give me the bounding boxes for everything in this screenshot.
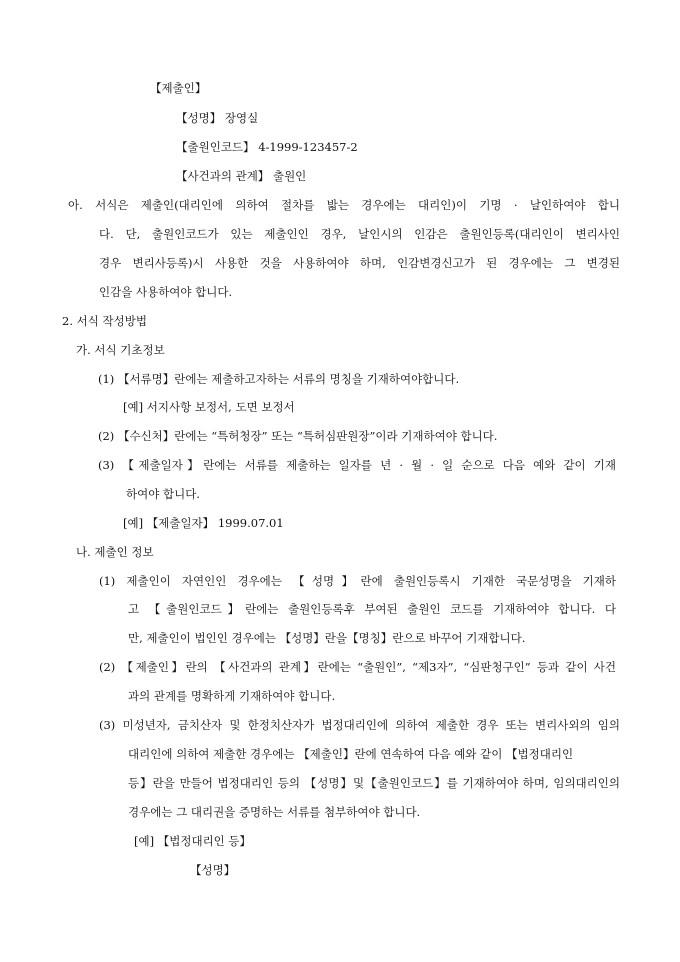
text-line: 【성명】 bbox=[190, 863, 236, 877]
example-line: [예] 서지사항 보정서, 도면 보정서 bbox=[123, 400, 295, 414]
text-line: 등】란을 만들어 법정대리인 등의 【성명】및【출원인코드】를 기재하여야 하며, 임의대리인의 bbox=[128, 776, 620, 790]
text-line: (1) 【서류명】란에는 제출하고자하는 서류의 명칭을 기재하여야합니다. bbox=[98, 372, 460, 386]
subsection-heading: 가. 서식 기초정보 bbox=[76, 343, 165, 357]
section-heading: 2. 서식 작성방법 bbox=[62, 314, 147, 328]
text-line: 만, 제출인이 법인인 경우에는 【성명】란을【명칭】란으로 바꾸어 기재합니다. bbox=[128, 631, 526, 645]
text-line: 고 【출원인코드】란에는 출원인등록후 부여된 출원인 코드를 기재하여야 합니다. 다 bbox=[128, 602, 616, 616]
text-line: (2) 【수신처】란에는 “특허청장” 또는 “특허심판원장”이라 기재하여야 합니다. bbox=[98, 429, 498, 443]
text-line: 대리인에 의하여 제출한 경우에는 【제출인】란에 연속하여 다음 예와 같이 【법정대리인 bbox=[128, 747, 574, 761]
text-line: (3) 미성년자, 금치산자 및 한정치산자가 법정대리인에 의하여 제출한 경우 또는 변리사외의 임의 bbox=[99, 718, 620, 732]
text-line: 【제출인】 bbox=[150, 81, 207, 95]
example-line: [예] 【법정대리인 등】 bbox=[134, 834, 252, 848]
text-line: (1) 제출인이 자연인인 경우에는 【성명】란에 출원인등록시 기재한 국문성명을 기재하 bbox=[99, 574, 616, 588]
text-line: (2) 【제출인】란의 【사건과의 관계】란에는 “출원인”, “제3자”, “심판청구인” 등과 같이 사건 bbox=[99, 660, 616, 674]
text-line: 경우 변리사등록)시 사용한 것을 사용하여야 하며, 인감변경신고가 된 경우에는 그 변경된 bbox=[99, 256, 620, 270]
text-line: 다. 단, 출원인코드가 있는 제출인인 경우, 날인시의 인감은 출원인등록(대리인이 변리사인 bbox=[99, 227, 620, 241]
text-line: 과의 관계를 명확하게 기재하여야 합니다. bbox=[128, 689, 336, 703]
text-line: 하여야 합니다. bbox=[126, 487, 200, 501]
text-line: 인감을 사용하여야 합니다. bbox=[99, 285, 233, 299]
text-line: 경우에는 그 대리권을 증명하는 서류를 첨부하여야 합니다. bbox=[128, 805, 421, 819]
subsection-heading: 나. 제출인 정보 bbox=[76, 545, 154, 559]
text-line: 【사건과의 관계】 출원인 bbox=[176, 169, 307, 183]
text-line: 아. 서식은 제출인(대리인에 의하여 절차를 밟는 경우에는 대리인)이 기명 · 날인하여야 합니 bbox=[68, 198, 620, 212]
text-line: 【출원인코드】 4-1999-123457-2 bbox=[176, 140, 358, 154]
example-line: [예] 【제출일자】 1999.07.01 bbox=[123, 516, 284, 530]
text-line: 【성명】 장영실 bbox=[176, 111, 259, 125]
text-line: (3) 【제출일자】란에는 서류를 제출하는 일자를 년 · 월 · 일 순으로 다음 예와 같이 기재 bbox=[98, 458, 616, 472]
